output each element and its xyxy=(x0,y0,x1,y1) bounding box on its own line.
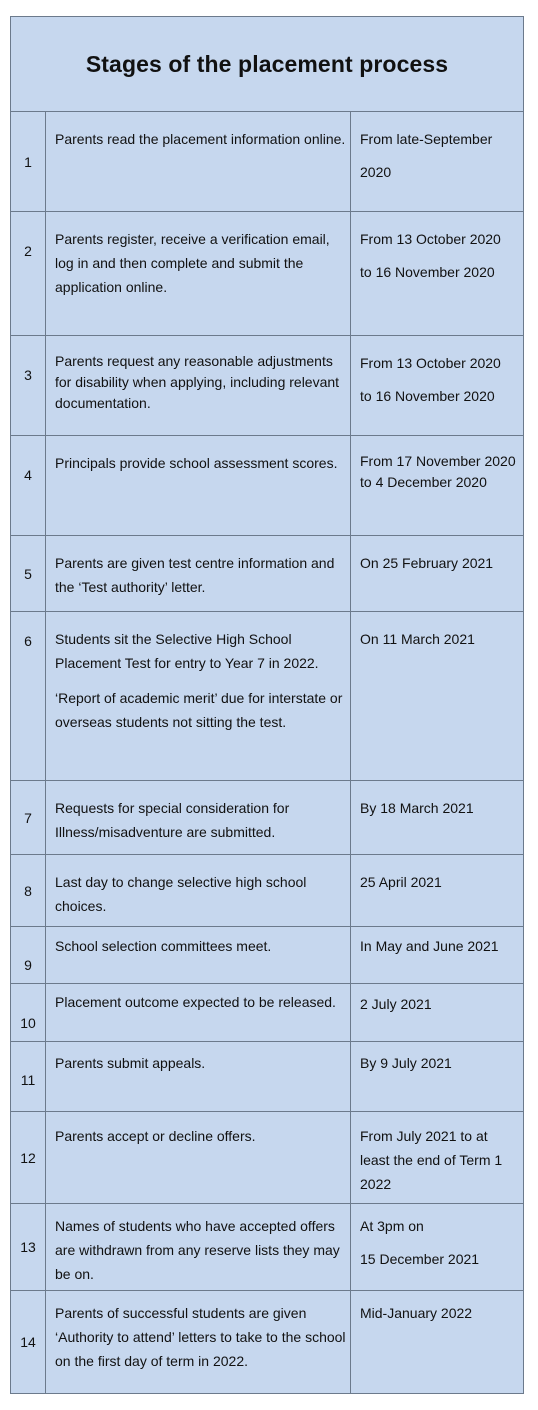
stage-number: 14 xyxy=(11,1291,46,1393)
stage-date: From 13 October 2020 to 16 November 2020 xyxy=(360,231,501,280)
stage-number: 13 xyxy=(11,1204,46,1290)
stage-date: On 25 February 2021 xyxy=(360,555,494,571)
stage-date: At 3pm on 15 December 2021 xyxy=(360,1218,480,1267)
table-title: Stages of the placement process xyxy=(11,17,523,112)
stage-description: Last day to change selective high school choices. xyxy=(46,855,351,926)
stage-date: From late-September 2020 xyxy=(360,131,493,180)
stage-number: 9 xyxy=(11,927,46,983)
stage-description: Principals provide school assessment scores. xyxy=(46,436,351,535)
stage-number: 1 xyxy=(11,112,46,211)
stage-number: 3 xyxy=(11,336,46,435)
stage-number: 11 xyxy=(11,1042,46,1111)
table-row xyxy=(11,855,523,927)
stage-number: 6 xyxy=(11,612,46,780)
table-row xyxy=(11,781,523,855)
table-row xyxy=(11,436,523,536)
stage-number: 12 xyxy=(11,1112,46,1203)
stage-description: Parents read the placement information online. xyxy=(46,112,351,211)
stage-date: By 18 March 2021 xyxy=(360,800,474,816)
table-row xyxy=(11,1291,523,1393)
stage-date: 25 April 2021 xyxy=(360,874,442,890)
stage-number: 10 xyxy=(11,984,46,1041)
stage-description: Students sit the Selective High School Placement Test for entry to Year 7 in 2022. ‘Report of academic merit’ due for interstate or overseas students not sitting the test. xyxy=(46,612,351,780)
stage-date: In May and June 2021 xyxy=(360,938,499,954)
table-row xyxy=(11,112,523,212)
stage-description: Parents submit appeals. xyxy=(46,1042,351,1111)
table-row xyxy=(11,1042,523,1112)
stage-description: Placement outcome expected to be released. xyxy=(46,984,351,1041)
stage-date: On 11 March 2021 xyxy=(360,631,475,647)
table-row xyxy=(11,1112,523,1204)
stage-number: 2 xyxy=(11,212,46,335)
table-row xyxy=(11,927,523,984)
stage-date: Mid-January 2022 xyxy=(360,1305,473,1321)
table-row xyxy=(11,612,523,781)
stage-description: Names of students who have accepted offers are withdrawn from any reserve lists they may be on. xyxy=(46,1204,351,1290)
stage-number: 7 xyxy=(11,781,46,854)
stage-number: 8 xyxy=(11,855,46,926)
table-row xyxy=(11,984,523,1042)
table-row xyxy=(11,212,523,336)
table-row xyxy=(11,336,523,436)
stage-description: School selection committees meet. xyxy=(46,927,351,983)
stage-description: Parents register, receive a verification email, log in and then complete and submit the application online. xyxy=(46,212,351,335)
stage-number: 4 xyxy=(11,436,46,535)
table-row xyxy=(11,536,523,612)
stage-description: Requests for special consideration for Illness/misadventure are submitted. xyxy=(46,781,351,854)
placement-stages-table xyxy=(10,16,524,1394)
stage-date: From July 2021 to at least the end of Term 1 2022 xyxy=(360,1128,503,1192)
stage-date: 2 July 2021 xyxy=(360,996,432,1012)
stage-description: Parents accept or decline offers. xyxy=(46,1112,351,1203)
table-row xyxy=(11,1204,523,1291)
stage-date: From 13 October 2020 to 16 November 2020 xyxy=(360,355,501,404)
stage-description: Parents of successful students are given ‘Authority to attend’ letters to take to the school on the first day of term in 2022. xyxy=(46,1291,351,1393)
stage-date: From 17 November 2020 to 4 December 2020 xyxy=(360,453,516,490)
stage-date: By 9 July 2021 xyxy=(360,1055,452,1071)
stage-description: Parents request any reasonable adjustments for disability when applying, including relevant documentation. xyxy=(46,336,351,435)
stage-number: 5 xyxy=(11,536,46,611)
stage-description: Parents are given test centre information and the ‘Test authority’ letter. xyxy=(46,536,351,611)
